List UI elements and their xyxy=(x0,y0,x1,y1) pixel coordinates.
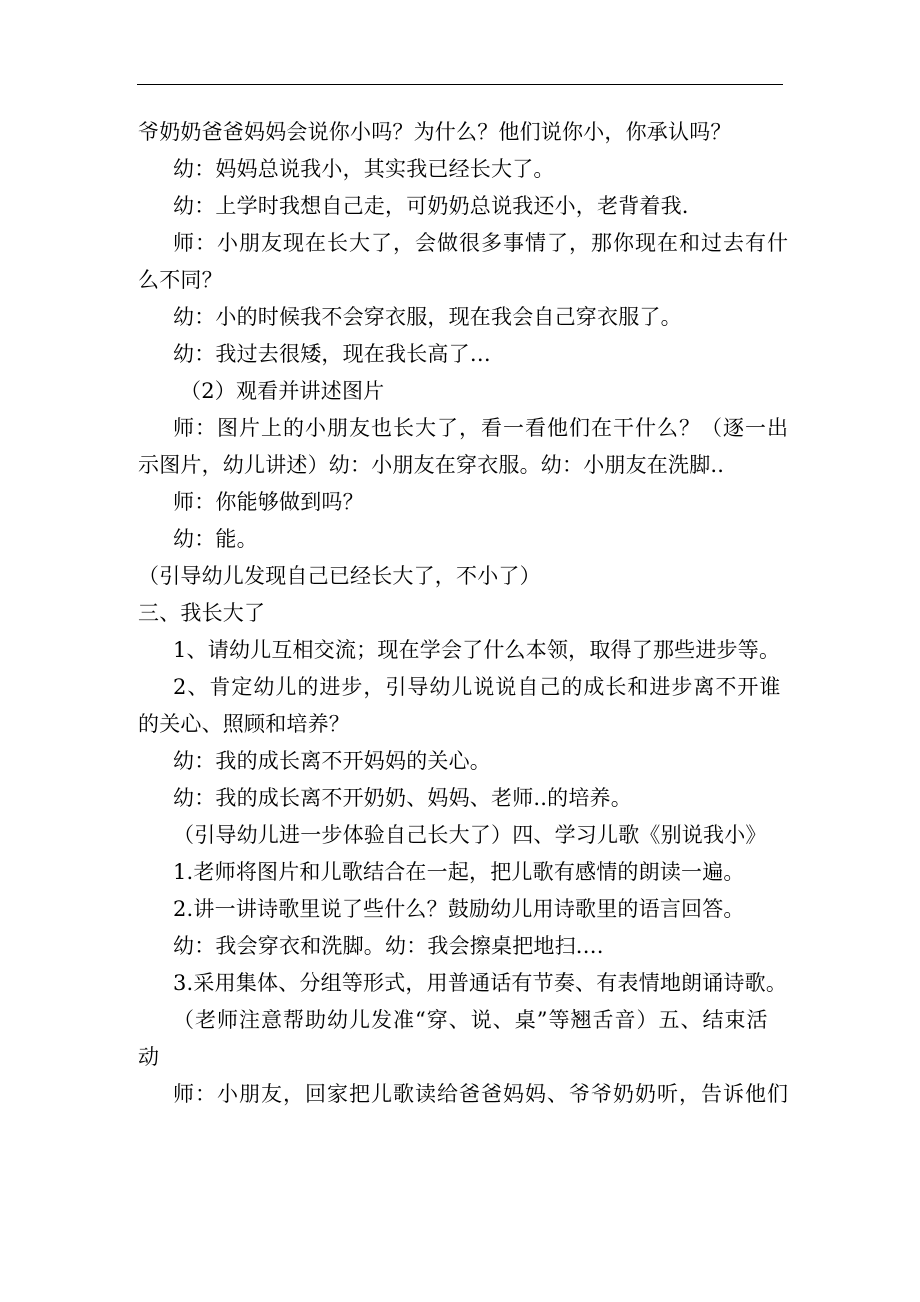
paragraph-line: （引导幼儿进一步体验自己长大了）四、学习儿歌《别说我小》 xyxy=(173,823,767,847)
paragraph-line: （老师注意帮助幼儿发准“穿、说、桌”等翘舌音）五、结束活 xyxy=(173,1008,769,1032)
list-item: 1.老师将图片和儿歌结合在一起，把儿歌有感情的朗读一遍。 xyxy=(173,860,745,884)
list-item: 3.采用集体、分组等形式，用普通话有节奏、有表情地朗诵诗歌。 xyxy=(173,971,788,995)
list-item: 2、肯定幼儿的进步，引导幼儿说说自己的成长和进步离不开谁 xyxy=(173,675,782,699)
section-heading: （2）观看并讲述图片 xyxy=(180,379,385,403)
header-divider xyxy=(137,84,783,85)
list-item: 2.讲一讲诗歌里说了些什么？鼓励幼儿用诗歌里的语言回答。 xyxy=(173,897,745,921)
paragraph-line: 幼：我过去很矮，现在我长高了… xyxy=(173,342,491,366)
paragraph-line: 动 xyxy=(138,1045,160,1069)
paragraph-line: 师：小朋友，回家把儿歌读给爸爸妈妈、爷爷奶奶听，告诉他们 xyxy=(173,1082,789,1106)
paragraph-line: 幼：妈妈总说我小，其实我已经长大了。 xyxy=(173,157,555,181)
section-heading: 三、我长大了 xyxy=(138,601,266,625)
paragraph-line: 幼：小的时候我不会穿衣服，现在我会自己穿衣服了。 xyxy=(173,305,682,329)
paragraph-line: 示图片，幼儿讲述）幼：小朋友在穿衣服。幼：小朋友在洗脚.. xyxy=(138,453,725,477)
paragraph-line: 么不同？ xyxy=(138,268,223,292)
paragraph-line: 幼：我的成长离不开妈妈的关心。 xyxy=(173,749,491,773)
paragraph-line: 幼：能。 xyxy=(173,527,258,551)
paragraph-line: 师：小朋友现在长大了，会做很多事情了，那你现在和过去有什 xyxy=(173,231,789,255)
paragraph-line: 幼：上学时我想自己走，可奶奶总说我还小，老背着我. xyxy=(173,194,689,218)
document-body xyxy=(138,114,798,1113)
paragraph-line: （引导幼儿发现自己已经长大了，不小了） xyxy=(138,564,541,588)
paragraph-line: 师：你能够做到吗？ xyxy=(173,490,364,514)
paragraph-line: 爷奶奶爸爸妈妈会说你小吗？为什么？他们说你小，你承认吗？ xyxy=(138,120,732,144)
paragraph-line: 幼：我的成长离不开奶奶、妈妈、老师..的培养。 xyxy=(173,786,632,810)
paragraph-line: 幼：我会穿衣和洗脚。幼：我会擦桌把地扫.… xyxy=(173,934,604,958)
paragraph-line: 师：图片上的小朋友也长大了，看一看他们在干什么？（逐一出 xyxy=(173,416,789,440)
list-item: 1、请幼儿互相交流；现在学会了什么本领，取得了那些进步等。 xyxy=(173,638,781,662)
paragraph-line: 的关心、照顾和培养？ xyxy=(138,712,350,736)
